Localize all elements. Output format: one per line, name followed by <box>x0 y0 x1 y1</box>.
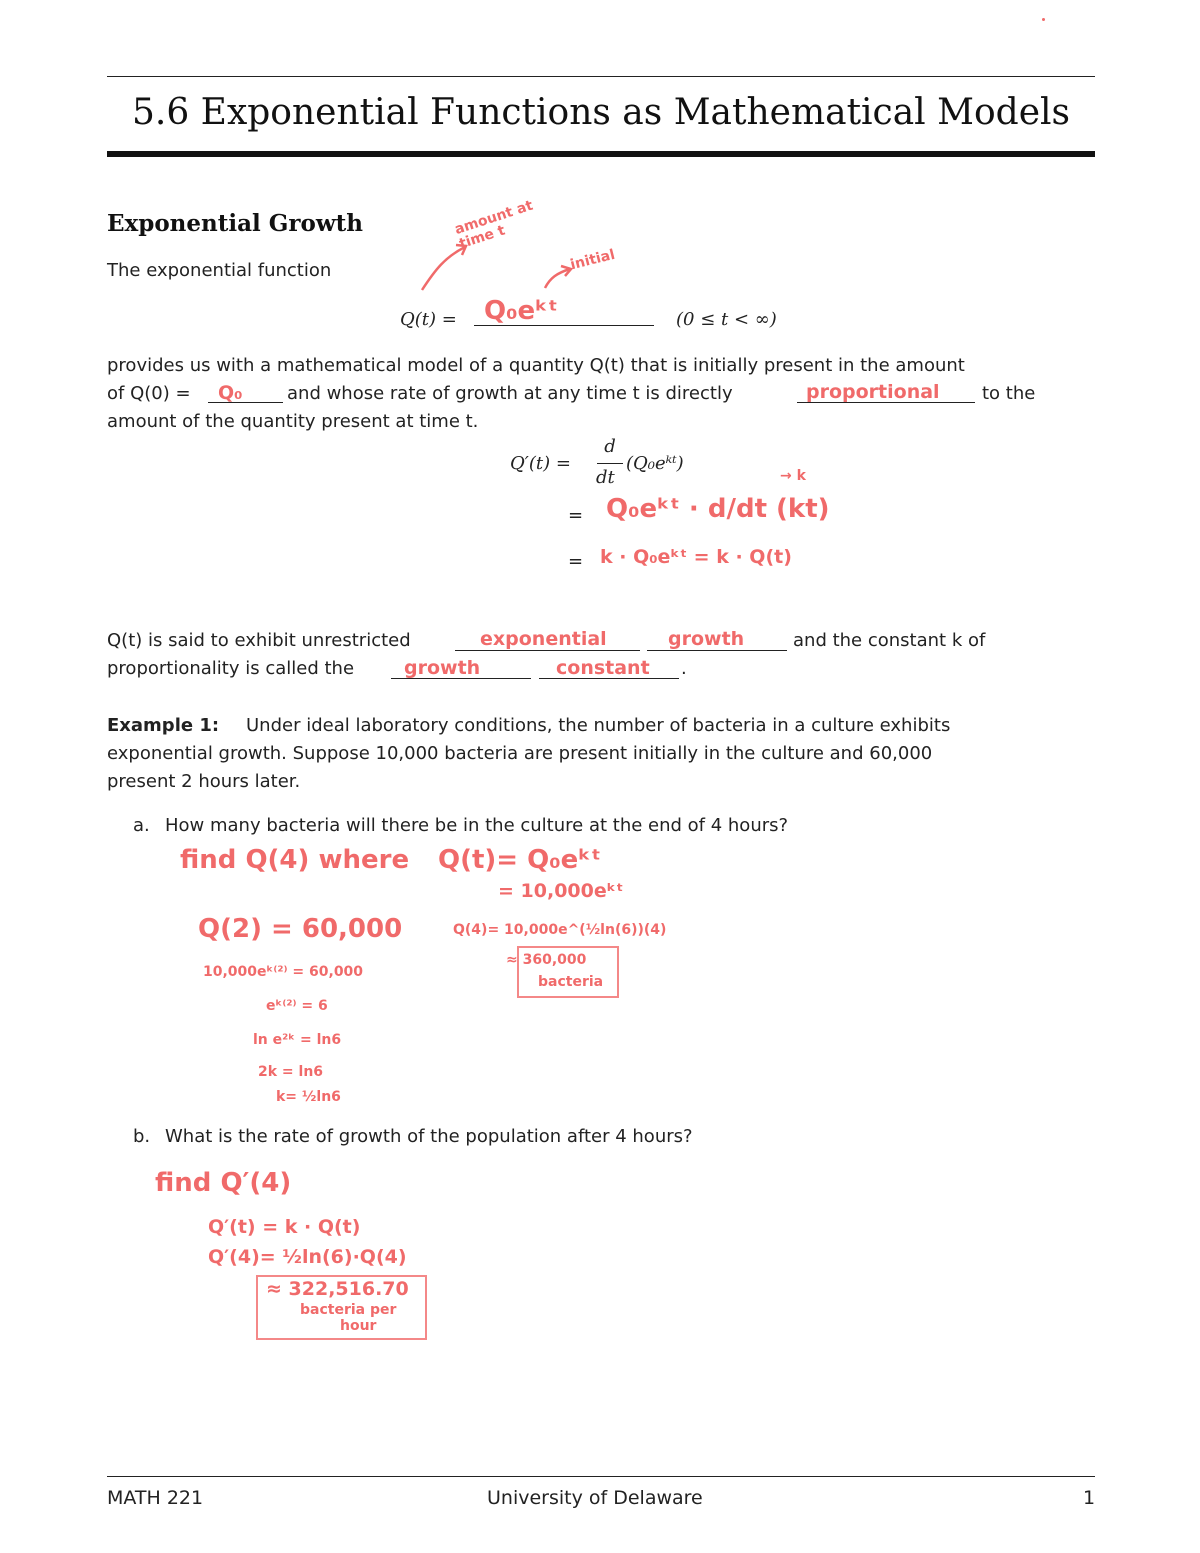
section-heading: Exponential Growth <box>107 210 363 237</box>
formula-lhs: Q(t) = <box>400 309 457 330</box>
hw-b-find: find Q′(4) <box>155 1168 292 1198</box>
hw-a-q4: Q(4)= 10,000e^(½ln(6))(4) <box>453 922 667 938</box>
p2-line1-b: and the constant k of <box>793 630 986 651</box>
hw-amount-at-time-t: amount at time t <box>452 197 536 253</box>
hw-a-s3: ln e²ᵏ = ln6 <box>253 1032 342 1048</box>
title-underline <box>107 151 1095 157</box>
footer-course: MATH 221 <box>107 1487 204 1509</box>
eq-sign-2: = <box>568 551 584 572</box>
hw-a-ans2: bacteria <box>538 974 604 990</box>
exponential-blank <box>455 650 640 651</box>
p1-line2-c: to the <box>982 383 1036 404</box>
hw-a-qt2: = 10,000eᵏᵗ <box>498 880 624 902</box>
hw-constant: constant <box>556 657 650 679</box>
p1-line3: amount of the quantity present at time t. <box>107 411 479 432</box>
hw-q0ekt: Q₀eᵏᵗ <box>484 296 558 326</box>
example-text-1: Under ideal laboratory conditions, the number of bacteria in a culture exhibits <box>246 715 951 736</box>
hw-proportional: proportional <box>806 381 940 403</box>
deriv-lhs: Q′(t) = <box>510 453 571 474</box>
hw-deriv-k: → k <box>780 468 806 484</box>
hw-b-ans2: bacteria per <box>300 1302 397 1318</box>
hw-a-s1: 10,000eᵏ⁽²⁾ = 60,000 <box>203 964 364 980</box>
example-text-3: present 2 hours later. <box>107 771 301 792</box>
hw-initial: initial <box>568 246 617 274</box>
hw-growth-2: growth <box>404 657 481 679</box>
p2-line1-a: Q(t) is said to exhibit unrestricted <box>107 630 411 651</box>
deriv-num: d <box>604 436 616 457</box>
hw-exponential: exponential <box>480 628 607 650</box>
hw-a-s4: 2k = ln6 <box>258 1064 324 1080</box>
question-b: What is the rate of growth of the population after 4 hours? <box>165 1126 693 1147</box>
hw-a-find: find Q(4) where <box>180 845 410 875</box>
eq-sign-1: = <box>568 505 584 526</box>
intro-text: The exponential function <box>107 260 332 281</box>
footer-school: University of Delaware <box>487 1487 703 1509</box>
growth-blank-1 <box>647 650 787 651</box>
hw-a-ans1: ≈ 360,000 <box>506 952 587 968</box>
page-title: 5.6 Exponential Functions as Mathematical Models <box>131 92 1071 133</box>
question-a: How many bacteria will there be in the culture at the end of 4 hours? <box>165 815 789 836</box>
p1-line2-b: and whose rate of growth at any time t is directly <box>287 383 733 404</box>
hw-a-s2: eᵏ⁽²⁾ = 6 <box>266 998 328 1014</box>
example-text-2: exponential growth. Suppose 10,000 bacteria are present initially in the culture and 60,000 <box>107 743 933 764</box>
hw-b-ans3: hour <box>340 1318 377 1334</box>
hw-a-qt: Q(t)= Q₀eᵏᵗ <box>438 845 602 875</box>
p1-line2-a: of Q(0) = <box>107 383 191 404</box>
p2-line2-a: proportionality is called the <box>107 658 355 679</box>
p1-line1: provides us with a mathematical model of a quantity Q(t) that is initially present in the amount <box>107 355 965 376</box>
hw-growth-1: growth <box>668 628 745 650</box>
deriv-rhs: (Q₀eᵏᵗ) <box>626 453 684 474</box>
top-rule <box>107 76 1095 77</box>
hw-b-s1: Q′(t) = k · Q(t) <box>208 1216 361 1238</box>
hw-q0: Q₀ <box>218 382 243 404</box>
stray-mark <box>1042 18 1045 21</box>
example-label: Example 1: <box>107 715 220 736</box>
p2-line2-b: . <box>681 658 687 679</box>
hw-b-ans1: ≈ 322,516.70 <box>266 1278 409 1300</box>
hw-deriv-step1: Q₀eᵏᵗ · d/dt (kt) <box>606 494 830 524</box>
hw-deriv-step2: k · Q₀eᵏᵗ = k · Q(t) <box>600 546 792 568</box>
hw-a-q2: Q(2) = 60,000 <box>198 914 403 944</box>
hw-b-s2: Q′(4)= ½ln(6)·Q(4) <box>208 1246 407 1268</box>
formula-domain: (0 ≤ t < ∞) <box>676 309 777 330</box>
footer-page-number: 1 <box>1083 1487 1096 1509</box>
hw-a-s5: k= ½ln6 <box>276 1089 341 1105</box>
footer-rule <box>107 1476 1095 1477</box>
question-b-marker: b. <box>133 1126 151 1147</box>
deriv-den: dt <box>596 467 615 488</box>
question-a-marker: a. <box>133 815 150 836</box>
